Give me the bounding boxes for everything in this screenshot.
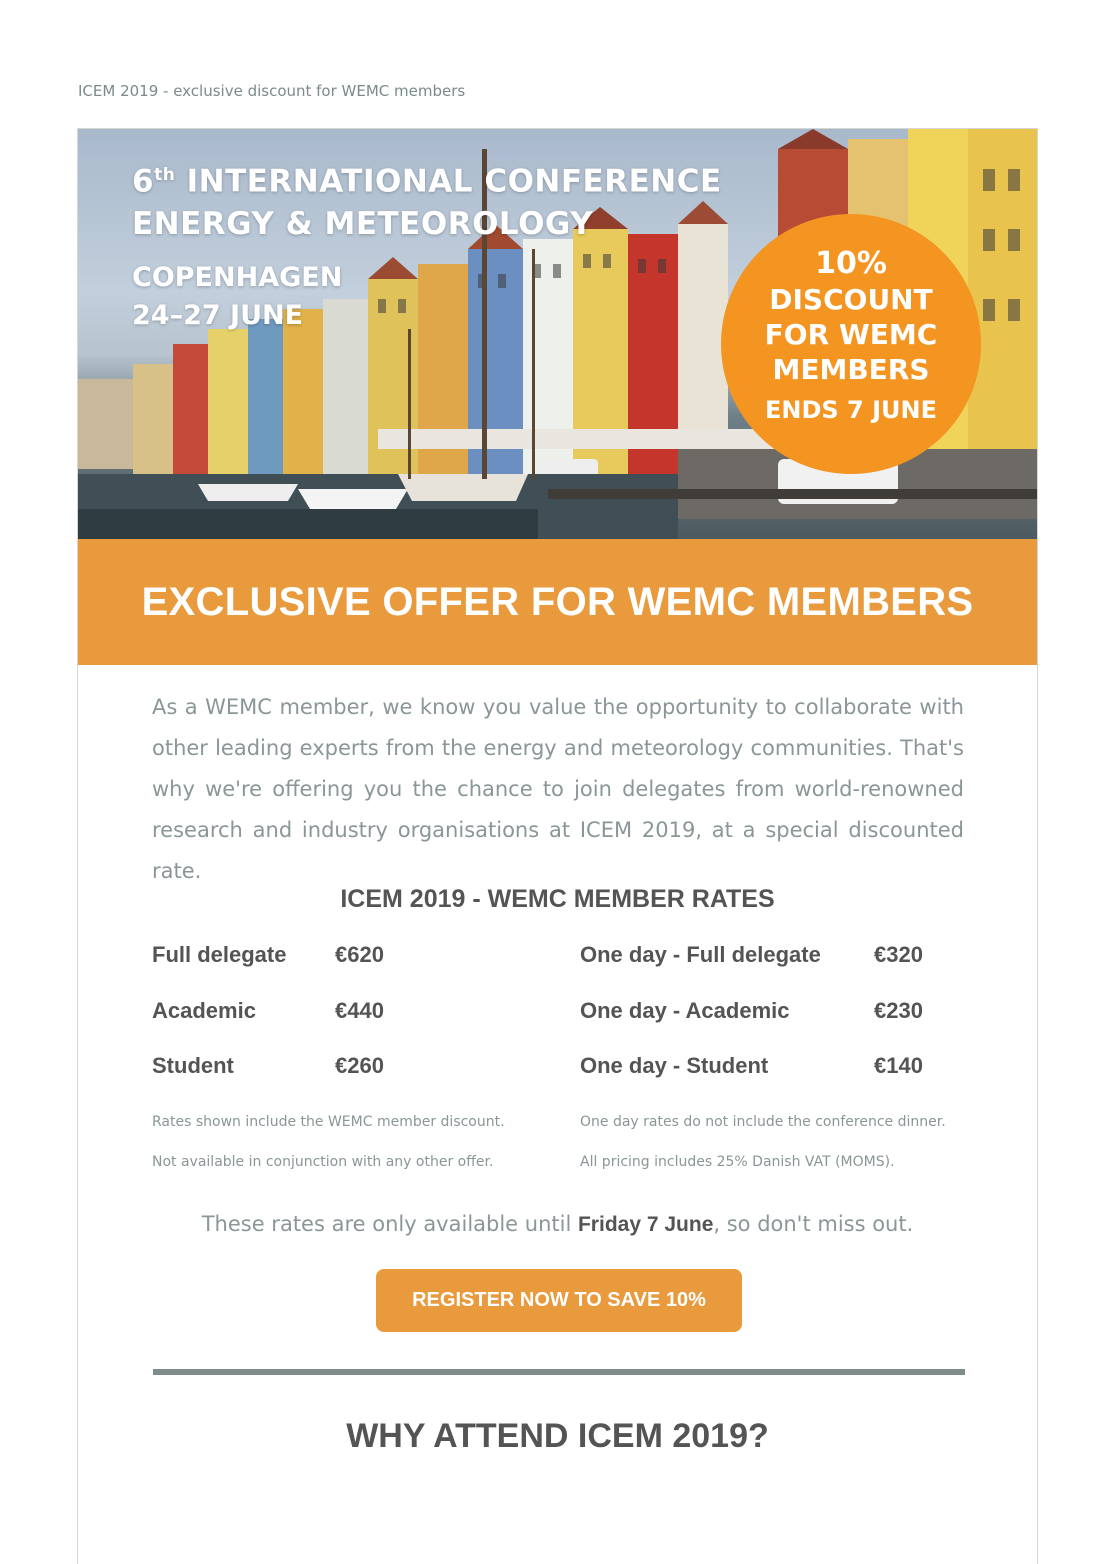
badge-line1: DISCOUNT	[769, 283, 933, 316]
discount-badge	[721, 214, 981, 474]
hero-headline	[132, 153, 722, 335]
badge-line3: MEMBERS	[772, 353, 930, 386]
why-attend-heading: WHY ATTEND ICEM 2019?	[346, 1417, 769, 1455]
rate-label-oneday-academic: One day - Academic	[580, 998, 790, 1023]
offer-heading: EXCLUSIVE OFFER FOR WEMC MEMBERS	[78, 539, 1037, 665]
rate-price-oneday-academic: €230	[874, 998, 923, 1023]
hero-subtitle: ENERGY & METEOROLOGY	[132, 206, 594, 243]
rate-price-oneday-full: €320	[874, 942, 923, 967]
rate-label-oneday-full: One day - Full delegate	[580, 942, 821, 967]
deadline-text	[78, 1212, 1037, 1237]
rate-price-academic: €440	[335, 998, 384, 1023]
badge-ends: ENDS 7 JUNE	[765, 396, 937, 424]
preheader-text: ICEM 2019 - exclusive discount for WEMC members	[78, 82, 466, 100]
rate-label-full-delegate: Full delegate	[152, 942, 287, 967]
hero-conference-title	[132, 153, 722, 203]
hero-ordinal: 6	[132, 163, 155, 200]
hero-banner	[78, 129, 1037, 539]
note-not-combinable: Not available in conjunction with any other offer.	[152, 1154, 494, 1170]
deadline-before: These rates are only available until	[201, 1212, 578, 1236]
hero-city: COPENHAGEN	[132, 262, 343, 294]
register-button[interactable]: REGISTER NOW TO SAVE 10%	[376, 1269, 742, 1332]
section-divider	[153, 1369, 965, 1375]
rate-price-oneday-student: €140	[874, 1053, 923, 1078]
rate-label-oneday-student: One day - Student	[580, 1053, 769, 1078]
rate-price-full-delegate: €620	[335, 942, 384, 967]
rate-price-student: €260	[335, 1053, 384, 1078]
note-vat: All pricing includes 25% Danish VAT (MOMS).	[580, 1154, 895, 1170]
intro-paragraph: As a WEMC member, we know you value the opportunity to collaborate with other leading experts from the energy and meteorology communities. That's why we're offering you the chance to join delegates from world-renowned research and industry organisations at ICEM 2019, at a special discounted rate.	[152, 695, 964, 883]
badge-percent: 10%	[815, 246, 887, 281]
badge-line2: FOR WEMC	[764, 318, 938, 351]
note-discount-included: Rates shown include the WEMC member discount.	[152, 1114, 505, 1130]
rate-label-student: Student	[152, 1053, 234, 1078]
hero-title-rest: INTERNATIONAL CONFERENCE	[175, 163, 722, 200]
hero-dates: 24–27 JUNE	[132, 300, 304, 332]
note-no-dinner: One day rates do not include the conference dinner.	[580, 1114, 946, 1130]
deadline-after: , so don't miss out.	[713, 1212, 914, 1236]
email-card	[77, 128, 1038, 1564]
rates-title: ICEM 2019 - WEMC MEMBER RATES	[340, 885, 775, 913]
rate-label-academic: Academic	[152, 998, 256, 1023]
deadline-date: Friday 7 June	[577, 1213, 714, 1236]
hero-ordinal-suffix: th	[154, 165, 176, 185]
